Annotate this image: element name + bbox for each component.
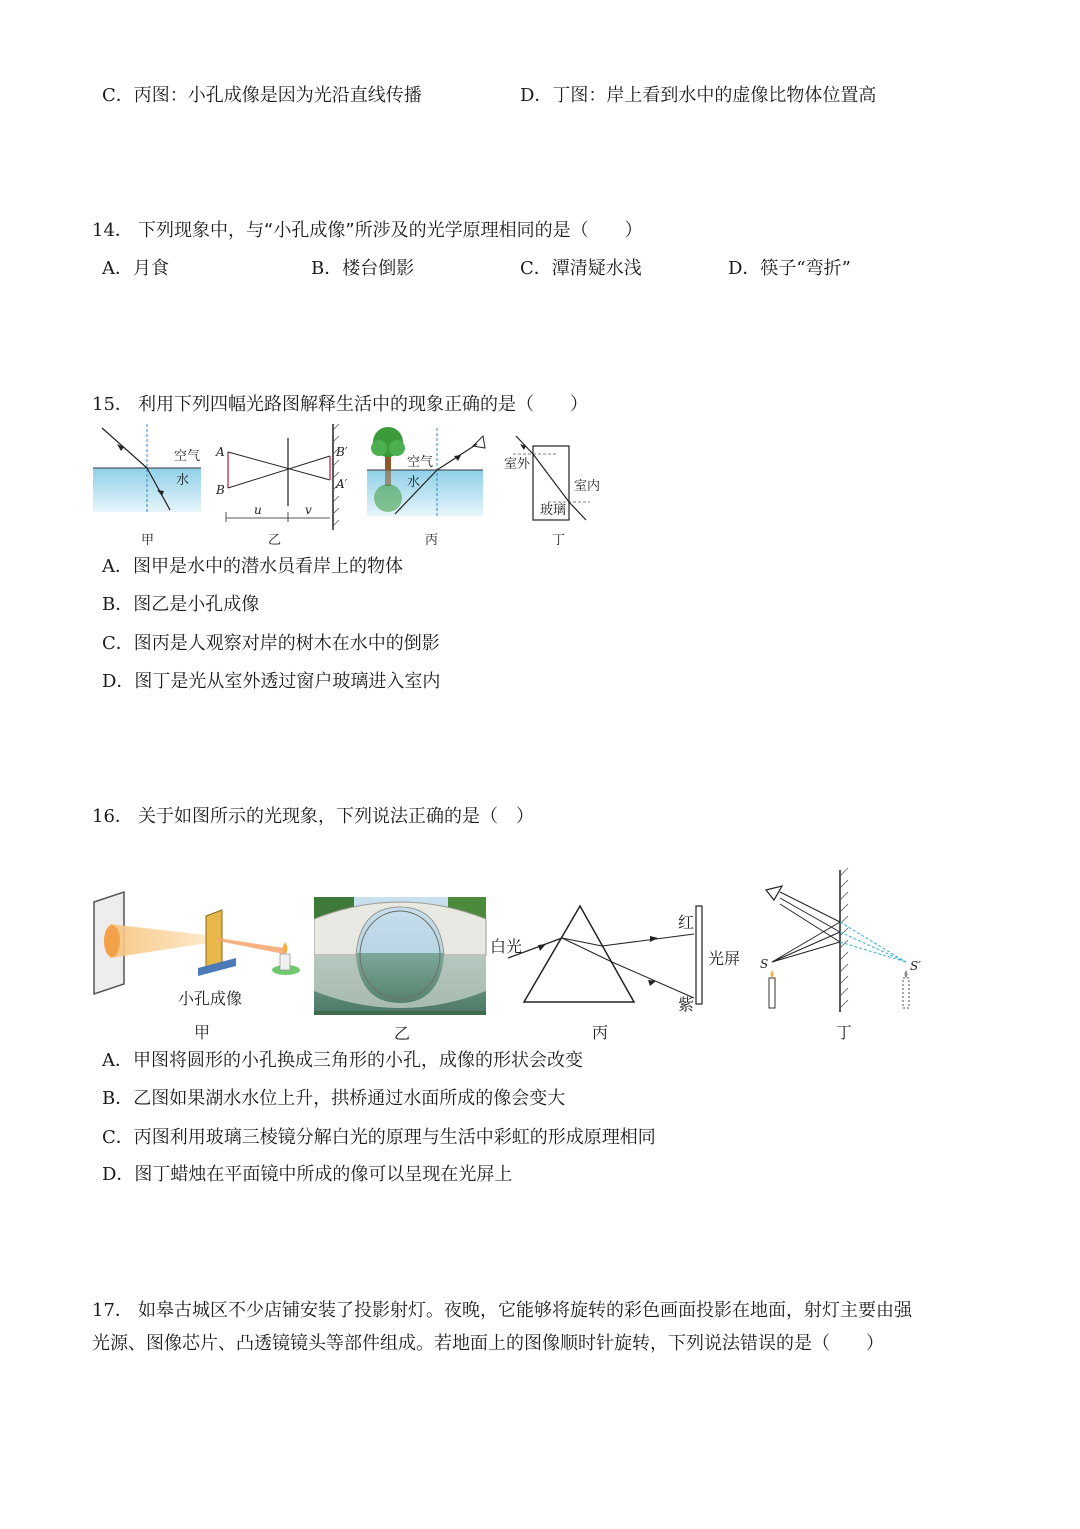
glass-label: 玻璃 — [540, 503, 567, 518]
figure-caption: 甲 — [141, 533, 155, 548]
figure-bing-reflection — [365, 422, 495, 550]
incident-ray — [516, 436, 533, 454]
air-label: 空气 — [407, 455, 434, 470]
object-distance-u: u — [254, 503, 262, 517]
water-label: 水 — [176, 473, 190, 488]
option-d: D．图丁是光从室外透过窗户玻璃进入室内 — [102, 671, 441, 692]
option-d: D．图丁蜡烛在平面镜中所成的像可以呈现在光屏上 — [102, 1164, 513, 1185]
point-b: B — [216, 483, 225, 497]
question-number: 17． — [92, 1300, 133, 1321]
violet-ray — [612, 962, 694, 998]
candle-icon — [280, 954, 290, 970]
figure-jia-pinhole-camera — [88, 888, 308, 1046]
air-label: 空气 — [174, 449, 201, 464]
question-stem: 关于如图所示的光现象，下列说法正确的是（ ） — [138, 806, 534, 827]
question-stem: 利用下列四幅光路图解释生活中的现象正确的是（ ） — [138, 394, 588, 415]
option-c: C．图丙是人观察对岸的树木在水中的倒影 — [102, 633, 440, 654]
pinhole-label: 小孔成像 — [178, 989, 243, 1008]
ray-in-glass — [533, 454, 569, 502]
purple-label: 紫 — [678, 995, 695, 1014]
figure-yi-bridge-photo — [314, 897, 488, 1045]
white-light-label: 白光 — [490, 937, 523, 956]
option-c: C．丙图利用玻璃三棱镜分解白光的原理与生活中彩虹的形成原理相同 — [102, 1127, 656, 1148]
outdoor-label: 室外 — [504, 457, 531, 472]
option-c: C．潭清疑水浅 — [520, 258, 642, 279]
eye-icon — [766, 886, 782, 900]
figure-caption: 乙 — [394, 1024, 411, 1043]
point-a-prime: A′ — [336, 477, 348, 491]
figure-caption: 丙 — [425, 533, 439, 548]
figure-caption: 丁 — [552, 533, 566, 548]
point-a: A — [216, 445, 225, 459]
question-stem-line1: 如皋古城区不少店铺安装了投影射灯。夜晚，它能够将旋转的彩色画面投影在地面，射灯主要由强 — [138, 1300, 912, 1321]
figure-yi-pinhole — [208, 422, 350, 550]
light-screen — [696, 906, 702, 1004]
point-b-prime: B′ — [336, 445, 348, 459]
option-a: A．月食 — [102, 258, 169, 279]
figure-caption: 乙 — [268, 533, 282, 548]
candle-icon — [769, 978, 775, 1008]
prism — [524, 906, 634, 1002]
option-a: A．甲图将圆形的小孔换成三角形的小孔，成像的形状会改变 — [102, 1050, 583, 1071]
emergent-ray — [569, 502, 586, 520]
eye-icon — [473, 436, 485, 448]
question-number: 15． — [92, 394, 133, 415]
option-b: B．楼台倒影 — [311, 258, 415, 279]
incident-ray — [102, 428, 147, 468]
water-label: 水 — [407, 475, 421, 490]
question-number: 16． — [92, 806, 133, 827]
question-stem: 下列现象中，与“小孔成像”所涉及的光学原理相同的是（ ） — [138, 220, 643, 241]
figure-jia-refraction — [90, 422, 205, 550]
figure-bing-prism — [488, 900, 750, 1046]
question-number: 14． — [92, 220, 133, 241]
option-c: C．丙图：小孔成像是因为光沿直线传播 — [102, 85, 422, 106]
figure-caption: 丁 — [836, 1023, 853, 1042]
figure-caption: 甲 — [194, 1023, 211, 1042]
figure-ding-glass — [498, 422, 608, 550]
red-label: 红 — [678, 913, 695, 932]
tree-reflection — [374, 484, 402, 512]
question-stem-line2: 光源、图像芯片、凸透镜镜头等部件组成。若地面上的图像顺时针旋转，下列说法错误的是（ ） — [92, 1333, 884, 1354]
figure-caption: 丙 — [592, 1023, 609, 1042]
option-d: D．筷子“弯折” — [728, 258, 851, 279]
indoor-label: 室内 — [574, 479, 601, 494]
screen-label: 光屏 — [708, 949, 741, 968]
figure-ding-mirror — [756, 866, 936, 1046]
source-s: S — [760, 957, 769, 971]
option-d: D．丁图：岸上看到水中的虚像比物体位置高 — [520, 85, 877, 106]
candle-image — [903, 978, 909, 1008]
option-b: B．图乙是小孔成像 — [102, 594, 260, 615]
option-b: B．乙图如果湖水水位上升，拱桥通过水面所成的像会变大 — [102, 1088, 566, 1109]
image-distance-v: v — [305, 503, 312, 517]
red-ray — [602, 934, 694, 946]
option-a: A．图甲是水中的潜水员看岸上的物体 — [102, 556, 403, 577]
image-s-prime: S′ — [910, 959, 921, 973]
